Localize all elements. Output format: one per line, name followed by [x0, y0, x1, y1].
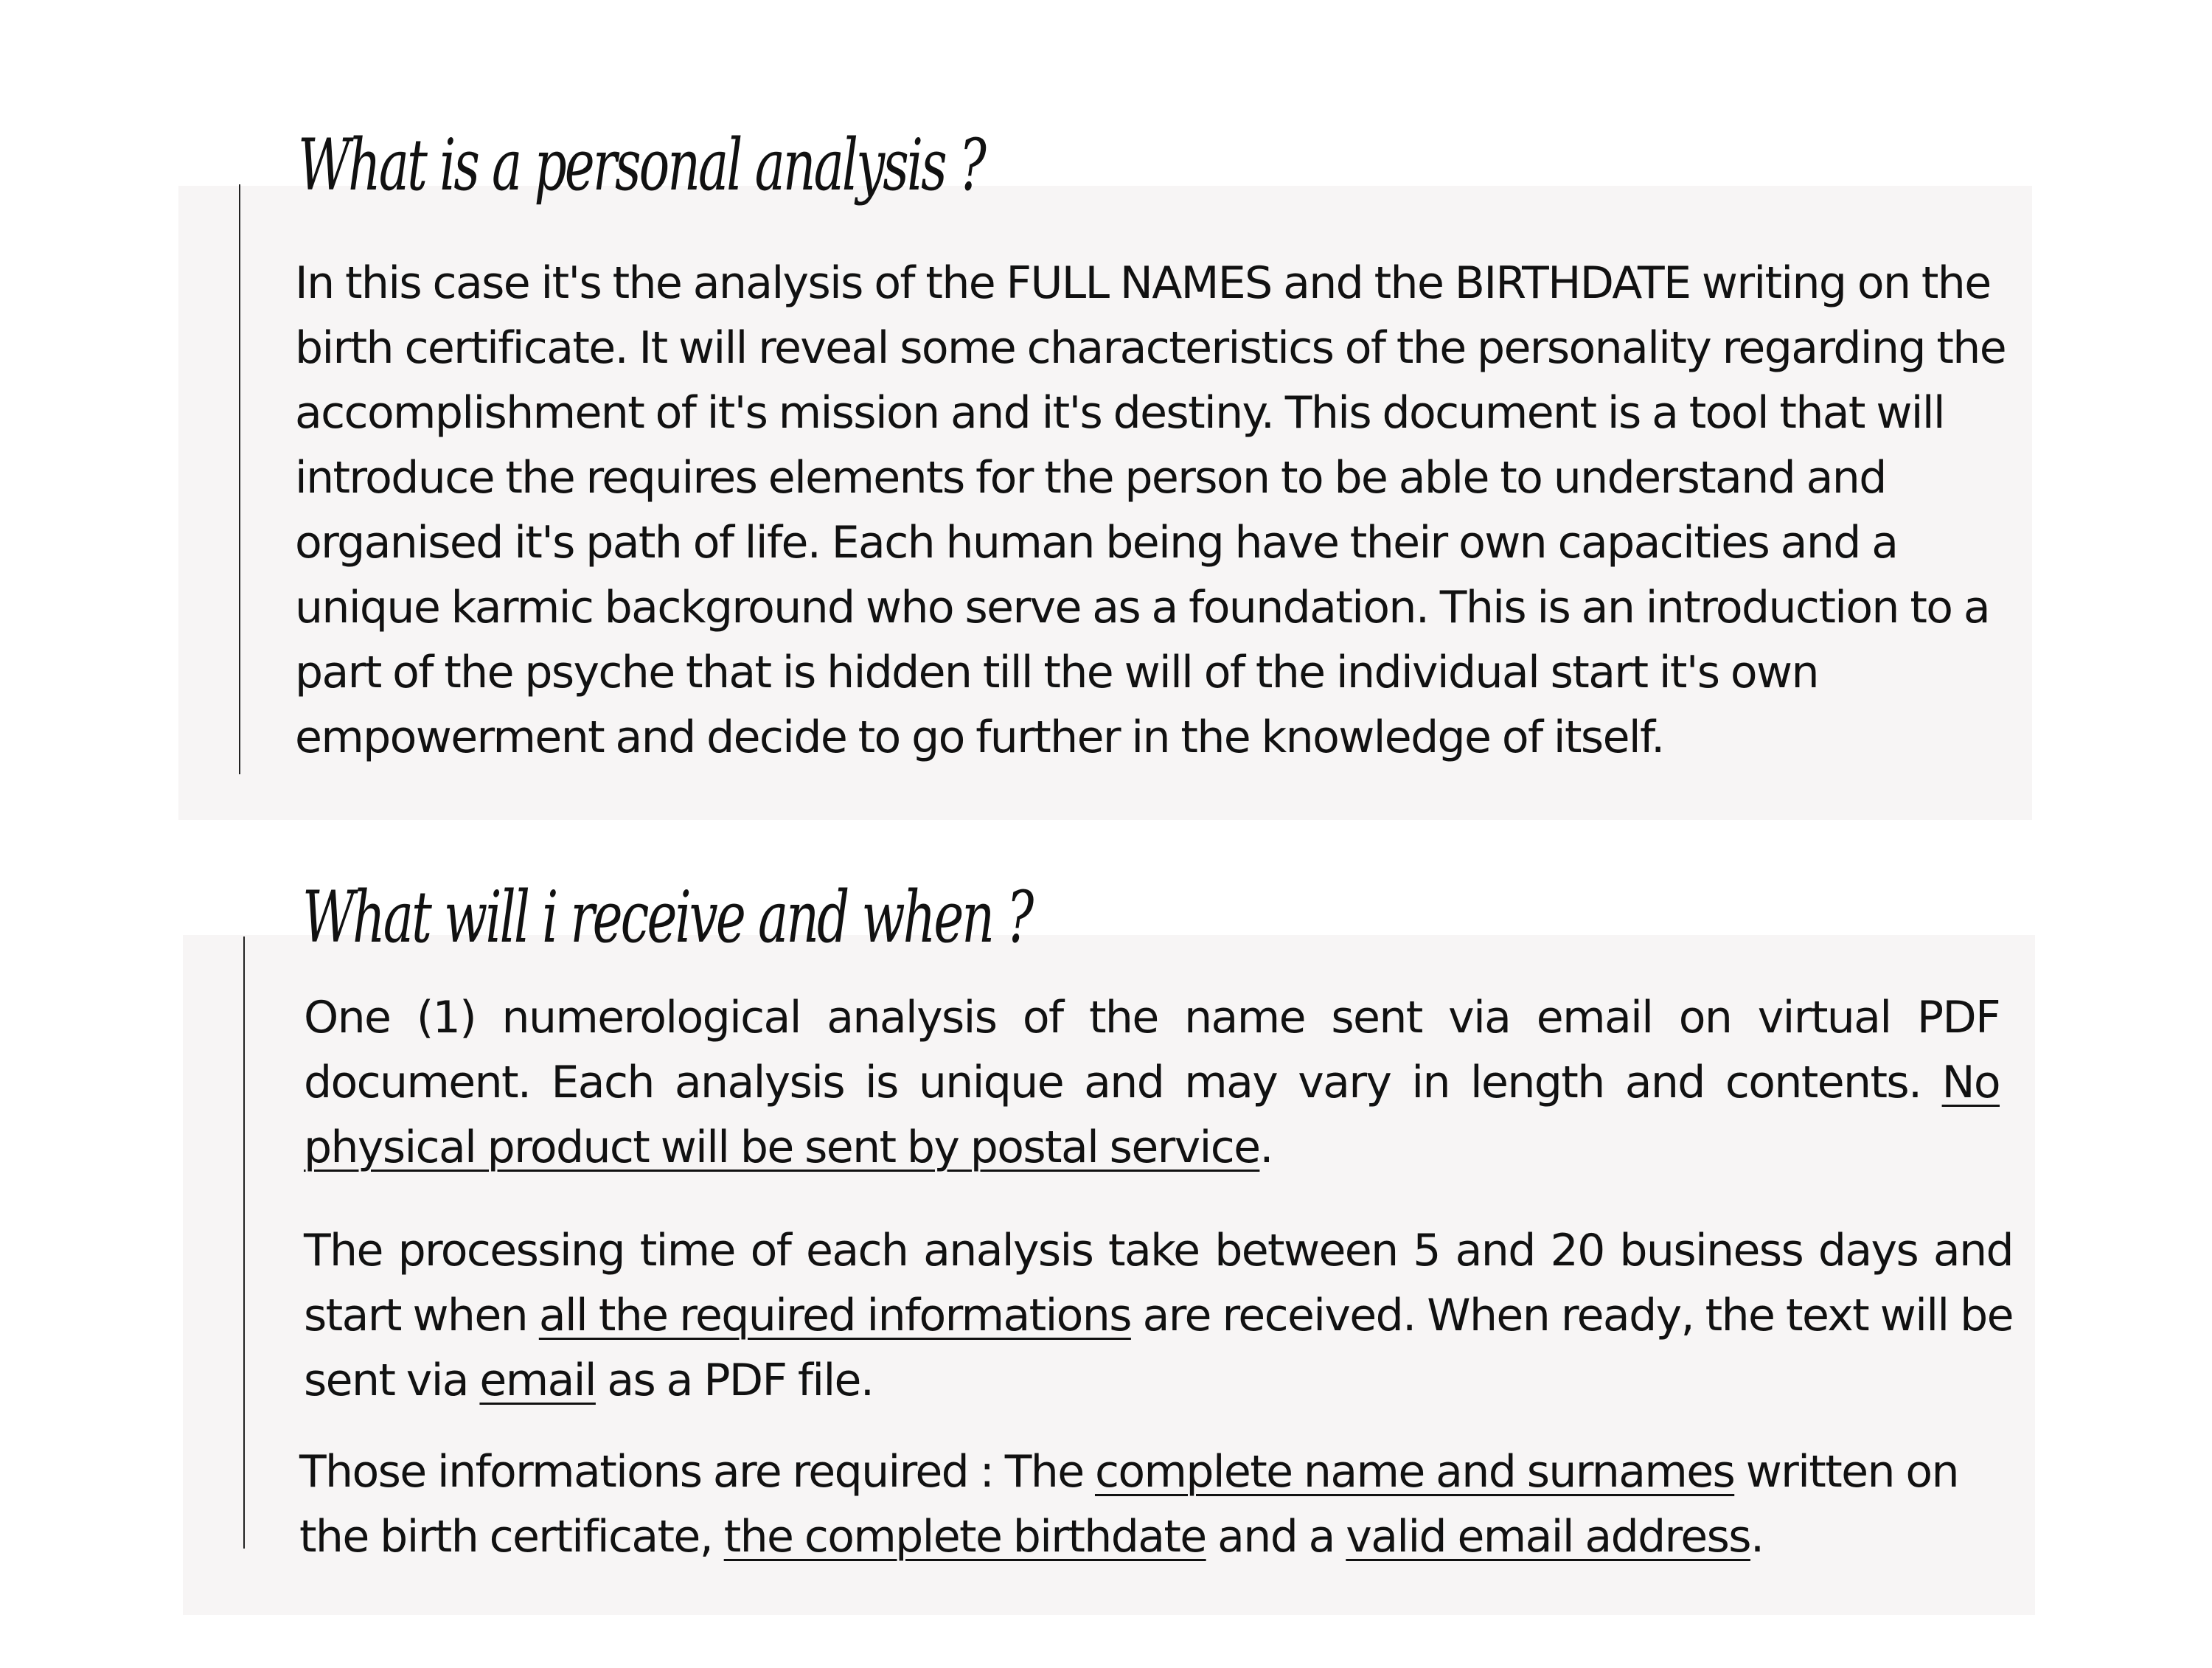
deliverable-paragraph: [304, 985, 2000, 1180]
required-informations-phrase: all the required informations: [538, 1290, 1131, 1341]
requirements-text-4: .: [1750, 1511, 1764, 1563]
no-physical-product-note: No physical product will be sent by postal service: [304, 1057, 2000, 1173]
deliverable-text: One (1) numerological analysis of the name sent via email on virtual PDF document. Each analysis is unique and may vary in length and contents.: [304, 992, 2000, 1108]
requirements-text-2: written on the birth certificate,: [299, 1446, 1958, 1563]
complete-name-phrase: complete name and surnames: [1094, 1446, 1735, 1498]
processing-text-1: The processing time of each analysis take between 5 and 20 business days and start when: [304, 1225, 2013, 1341]
requirements-text-3: and a: [1206, 1511, 1346, 1563]
processing-time-paragraph: [304, 1218, 2013, 1413]
section-1-rule: [239, 184, 240, 774]
section-1-paragraph: In this case it's the analysis of the FULL NAMES and the BIRTHDATE writing on the birth certificate. It will reveal some characteristics of the personality regarding the accomplishment of it's mission and it's destiny. This document is a tool that will introduce the requires elements for the person to be able to understand and organised it's path of life. Each human being have their own capacities and a unique karmic background who serve as a foundation. This is an introduction to a part of the psyche that is hidden till the will of the individual start it's own empowerment and decide to go further in the knowledge of itself.: [295, 257, 2006, 763]
section-2-rule: [243, 936, 245, 1549]
processing-text-2: are received. When ready, the text will be sent via: [304, 1290, 2013, 1406]
section-1-heading: What is a personal analysis ?: [298, 124, 984, 206]
deliverable-end: .: [1259, 1122, 1273, 1173]
valid-email-phrase: valid email address: [1346, 1511, 1750, 1563]
section-2-heading: What will i receive and when ?: [302, 876, 1032, 959]
requirements-text-1: Those informations are required : The: [299, 1446, 1095, 1498]
requirements-paragraph: [299, 1439, 2008, 1569]
email-phrase: email: [479, 1355, 596, 1406]
complete-birthdate-phrase: the complete birthdate: [723, 1511, 1206, 1563]
processing-text-3: as a PDF file.: [595, 1355, 874, 1406]
